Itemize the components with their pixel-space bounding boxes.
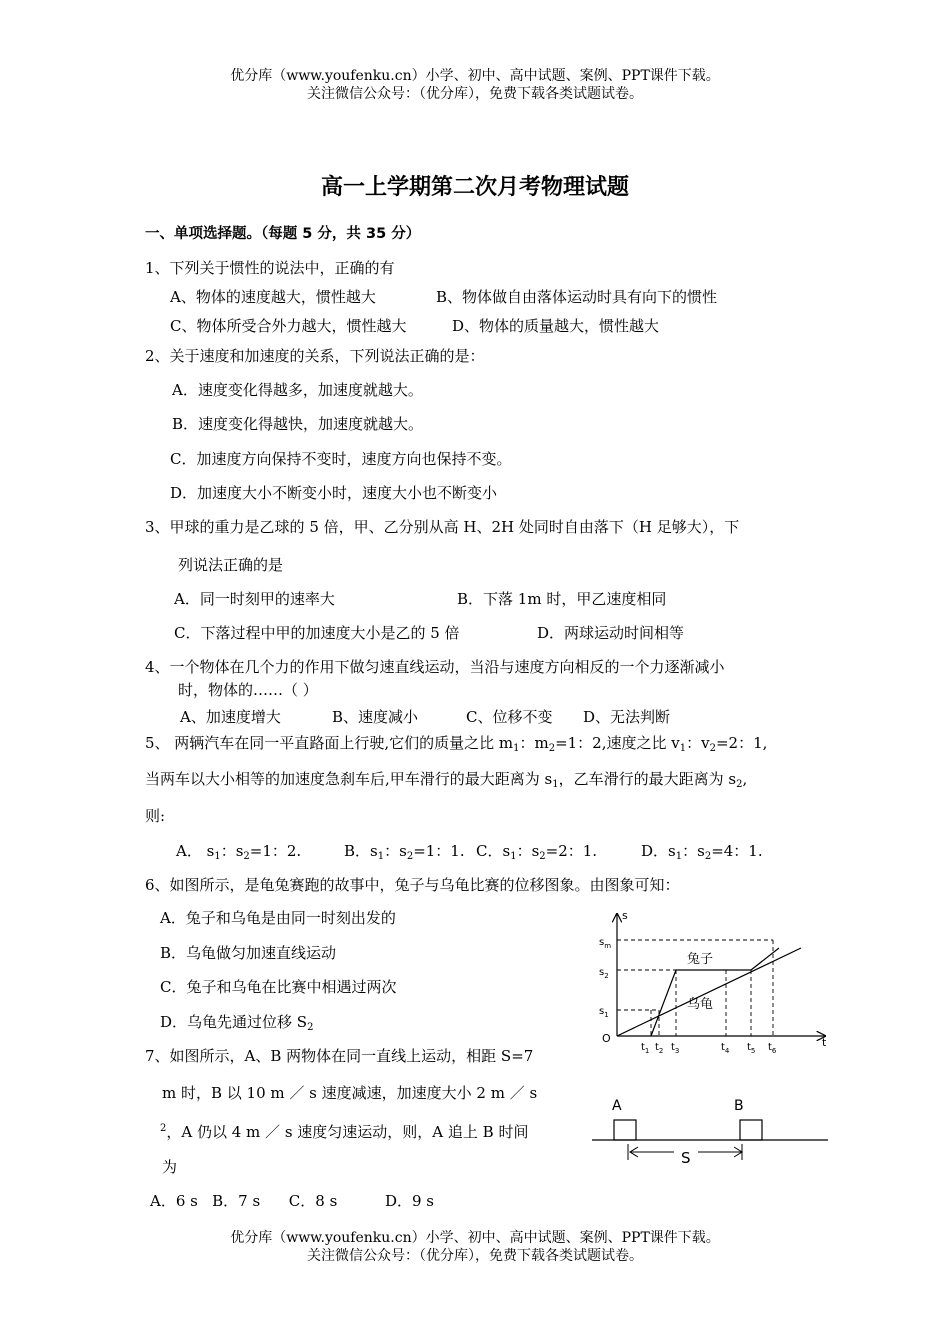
label-a: A — [612, 1098, 622, 1114]
q4-stem-line-1: 4、一个物体在几个力的作用下做匀速直线运动，当沿与速度方向相反的一个力逐渐减小 — [145, 658, 725, 676]
section-heading: 一、单项选择题。（每题 5 分，共 35 分） — [145, 226, 421, 242]
t5-label: $t_5$ — [747, 1042, 756, 1055]
q5-option-b: B．$s_1$：$s_2=1$：1. — [344, 842, 465, 862]
q4-option-c: C、位移不变 — [466, 708, 553, 726]
st-graph — [595, 908, 835, 1060]
s1-label: $s_1$ — [599, 1006, 609, 1019]
q1-option-c: C、物体所受合外力越大，惯性越大 — [170, 317, 407, 335]
s2-label: $s_2$ — [599, 967, 609, 980]
q7-line-3: $^2$，A 仍以 4 m ／ s 速度匀速运动，则，A 追上 B 时间 — [160, 1123, 529, 1141]
q4-stem-line-2: 时，物体的……（ ） — [178, 681, 318, 699]
q7-line-4: 为 — [162, 1158, 178, 1176]
s-axis-label: s — [622, 909, 628, 922]
q3-option-b: B．下落 1m 时，甲乙速度相同 — [457, 590, 667, 608]
q2-option-c: C．加速度方向保持不变时，速度方向也保持不变。 — [170, 450, 512, 468]
t6-label: $t_6$ — [768, 1042, 777, 1055]
q6-option-b: B．乌龟做匀加速直线运动 — [160, 944, 337, 962]
q5-option-d: D．$s_1$：$s_2=4$：1. — [641, 842, 763, 862]
sm-label: $s_m$ — [599, 937, 612, 950]
label-b: B — [734, 1098, 744, 1114]
q7-options: A．6 s B．7 s C．8 s D．9 s — [150, 1192, 434, 1210]
q3-option-c: C．下落过程中甲的加速度大小是乙的 5 倍 — [174, 624, 460, 642]
q4-option-d: D、无法判断 — [583, 708, 671, 726]
label-s: S — [681, 1149, 691, 1167]
q5-stem-line-3: 则: — [145, 807, 166, 825]
q5-option-c: C．$s_1$：$s_2=2$：1. — [476, 842, 598, 862]
q6-option-c: C．兔子和乌龟在比赛中相遇过两次 — [160, 978, 397, 996]
origin-label: O — [602, 1032, 611, 1045]
t3-label: $t_3$ — [671, 1042, 680, 1055]
q6-option-d: D．乌龟先通过位移 $S_2$ — [160, 1013, 314, 1033]
block-a — [614, 1120, 636, 1140]
tortoise-label: 乌龟 — [687, 997, 714, 1012]
t2-label: $t_2$ — [655, 1042, 664, 1055]
rabbit-label: 兔子 — [687, 952, 714, 967]
ab-figure — [592, 1092, 832, 1170]
q1-option-b: B、物体做自由落体运动时具有向下的惯性 — [436, 288, 718, 306]
q1-option-d: D、物体的质量越大，惯性越大 — [452, 317, 660, 335]
q1-stem: 1、下列关于惯性的说法中，正确的有 — [145, 259, 395, 277]
q2-stem: 2、关于速度和加速度的关系，下列说法正确的是： — [145, 347, 485, 365]
block-b — [740, 1120, 762, 1140]
q2-option-b: B．速度变化得越快，加速度就越大。 — [172, 415, 424, 433]
t-axis-label: t — [822, 1036, 827, 1049]
q6-option-a: A．兔子和乌龟是由同一时刻出发的 — [160, 909, 396, 927]
q3-option-a: A．同一时刻甲的速率大 — [174, 590, 335, 608]
q7-line-1: 7、如图所示，A、B 两物体在同一直线上运动，相距 S=7 — [145, 1047, 534, 1065]
header-line-1: 优分库（www.youfenku.cn）小学、初中、高中试题、案例、PPT课件下载。 — [230, 68, 720, 84]
q5-stem-line-1: 5、 两辆汽车在同一平直路面上行驶,它们的质量之比 $m_1$：$m_2=1$：2,速度之比 $v_1$：$v_2=2$：1, — [145, 734, 768, 754]
q4-option-b: B、速度减小 — [332, 708, 419, 726]
q3-stem-line-2: 列说法正确的是 — [178, 556, 284, 574]
page-title: 高一上学期第二次月考物理试题 — [320, 175, 629, 200]
t4-label: $t_4$ — [721, 1042, 730, 1055]
q2-option-d: D．加速度大小不断变小时，速度大小也不断变小 — [170, 484, 498, 502]
header-line-2: 关注微信公众号：（优分库），免费下载各类试题试卷。 — [307, 86, 643, 102]
t1-label: $t_1$ — [641, 1042, 650, 1055]
q2-option-a: A．速度变化得越多，加速度就越大。 — [172, 381, 423, 399]
q3-stem-line-1: 3、甲球的重力是乙球的 5 倍，甲、乙分别从高 H、2H 处同时自由落下（H 足够大），下 — [145, 518, 740, 536]
q7-line-2: m 时，B 以 10 m ／ s 速度减速，加速度大小 2 m ／ s — [162, 1084, 538, 1102]
rabbit-line — [651, 948, 779, 1036]
q3-option-d: D．两球运动时间相等 — [537, 624, 685, 642]
q5-stem-line-2: 当两车以大小相等的加速度急刹车后,甲车滑行的最大距离为 $s_1$，乙车滑行的最大距离为 $s_2$, — [145, 770, 748, 790]
footer-line-1: 优分库（www.youfenku.cn）小学、初中、高中试题、案例、PPT课件下载。 — [230, 1230, 720, 1246]
q1-option-a: A、物体的速度越大，惯性越大 — [170, 288, 376, 306]
footer-line-2: 关注微信公众号：（优分库），免费下载各类试题试卷。 — [307, 1248, 643, 1264]
q4-option-a: A、加速度增大 — [180, 708, 281, 726]
q5-option-a: A． $s_1$：$s_2=1$：2. — [176, 842, 302, 862]
q6-stem: 6、如图所示，是龟兔赛跑的故事中，兔子与乌龟比赛的位移图象。由图象可知： — [145, 876, 680, 894]
